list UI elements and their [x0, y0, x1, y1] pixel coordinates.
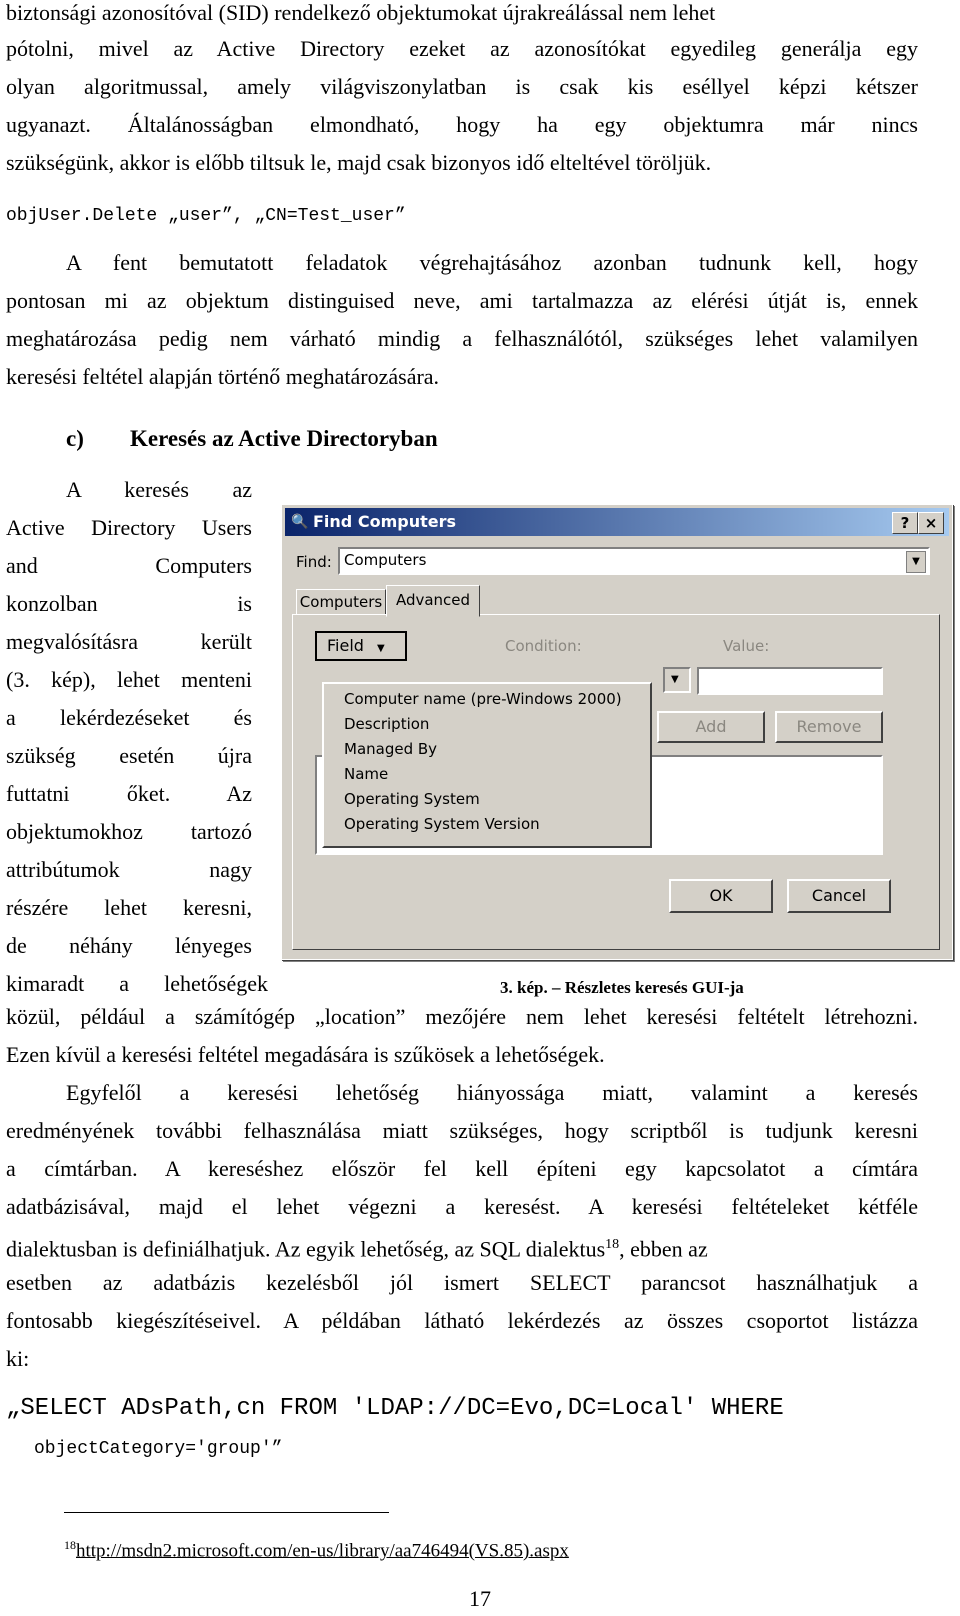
paragraph-line: konzolban is: [6, 591, 252, 616]
paragraph-line: pótolni, mivel az Active Directory ezeket az azonosítókat egyedileg generálja egy: [6, 36, 918, 61]
paragraph-line: Active Directory Users: [6, 515, 252, 540]
field-menu: [322, 682, 652, 848]
paragraph-line: pontosan mi az objektum distinguised neve, ami tartalmazza az elérési útját is, ennek: [6, 288, 918, 313]
paragraph-line: attribútumok nagy: [6, 857, 252, 882]
tab-advanced[interactable]: Advanced: [386, 585, 480, 617]
help-button[interactable]: ?: [892, 512, 918, 534]
chevron-down-icon: ▼: [377, 643, 385, 654]
chevron-down-icon[interactable]: ▼: [906, 551, 926, 573]
cancel-button[interactable]: Cancel: [787, 879, 891, 913]
paragraph-line: a lekérdezéseket és: [6, 705, 252, 730]
field-button[interactable]: [315, 631, 407, 661]
menu-item[interactable]: Computer name (pre-Windows 2000): [344, 690, 622, 708]
find-select-value: Computers: [344, 551, 427, 569]
paragraph-line: [6, 0, 918, 26]
paragraph-line: fontosabb kiegészítéseivel. A példában látható lekérdezés az összes csoportot listázza: [6, 1308, 918, 1333]
paragraph-line: objektumokhoz tartozó: [6, 819, 252, 844]
menu-item[interactable]: Operating System Version: [344, 815, 540, 833]
tab-computers[interactable]: Computers: [296, 589, 386, 615]
menu-item[interactable]: Managed By: [344, 740, 438, 758]
paragraph-line: közül, például a számítógép „location” mezőjére nem lehet keresési feltételt létrehozni.: [6, 1004, 918, 1029]
value-label: Value:: [723, 637, 770, 655]
paragraph-line: szükség esetén újra: [6, 743, 252, 768]
menu-item[interactable]: Name: [344, 765, 389, 783]
dialog-title: Find Computers: [313, 512, 456, 531]
find-select[interactable]: [338, 547, 930, 575]
text: , ebben az: [619, 1236, 708, 1262]
paragraph-line: ki:: [6, 1346, 30, 1371]
paragraph-line: keresési feltétel alapján történő meghatározására.: [6, 364, 440, 389]
condition-select[interactable]: [663, 667, 691, 693]
paragraph-line: olyan algoritmussal, amely világviszonylatban is csak kis eséllyel képzi kétszer: [6, 74, 918, 99]
footnote-link[interactable]: http://msdn2.microsoft.com/en-us/library/aa746494(VS.85).aspx: [76, 1540, 569, 1562]
dialog-titlebar: [285, 508, 949, 536]
heading-number: c): [66, 426, 84, 451]
paragraph-line: de néhány lényeges: [6, 933, 252, 958]
paragraph-line: A keresés az: [66, 477, 252, 502]
computer-search-icon: 🔍: [291, 514, 309, 530]
paragraph-line: meghatározása pedig nem várható mindig a felhasználótól, szükséges lehet valamilyen: [6, 326, 918, 351]
code-line: „SELECT ADsPath,cn FROM 'LDAP://DC=Evo,DC=Local' WHERE: [6, 1395, 784, 1422]
value-input[interactable]: [697, 667, 883, 695]
condition-label: Condition:: [505, 637, 582, 655]
chevron-down-icon: ▼: [671, 674, 679, 685]
paragraph-line: adatbázisával, majd el lehet végezni a keresést. A keresési feltételeket kétféle: [6, 1194, 918, 1219]
code-line: objUser.Delete „user”, „CN=Test_user”: [6, 206, 406, 226]
paragraph-line: esetben az adatbázis kezelésből jól ismert SELECT parancsot használhatjuk a: [6, 1270, 918, 1295]
remove-button[interactable]: Remove: [775, 711, 883, 743]
add-button[interactable]: Add: [657, 711, 765, 743]
menu-item[interactable]: Operating System: [344, 790, 480, 808]
footnote-number: 18: [64, 1538, 76, 1552]
paragraph-line: A fent bemutatott feladatok végrehajtásához azonban tudnunk kell, hogy: [66, 250, 918, 275]
code-line: objectCategory='group'”: [34, 1439, 283, 1459]
paragraph-line: (3. kép), lehet menteni: [6, 667, 252, 692]
field-button-label: Field: [327, 636, 364, 655]
paragraph-line: a címtárban. A kereséshez először fel kell építeni egy kapcsolatot a címtára: [6, 1156, 918, 1181]
find-label: Find:: [296, 553, 332, 571]
menu-item[interactable]: Description: [344, 715, 430, 733]
footnote-rule: [64, 1512, 389, 1513]
paragraph-line: szükségünk, akkor is előbb tiltsuk le, majd csak bizonyos idő elteltével töröljük.: [6, 150, 712, 175]
close-button[interactable]: ×: [918, 512, 944, 534]
text: biztonsági azonosítóval (SID) rendelkező objektumokat újrakreálással nem lehet: [6, 0, 716, 25]
paragraph-line: megvalósításra került: [6, 629, 252, 654]
text: [6, 1232, 708, 1262]
text: dialektusban is definiálhatjuk. Az egyik lehetőség, az SQL dialektus: [6, 1236, 606, 1262]
page-number: 17: [469, 1586, 491, 1611]
paragraph-line: Egyfelől a keresési lehetőség hiányossága miatt, valamint a keresés: [66, 1080, 918, 1105]
footnote: [64, 1538, 569, 1562]
paragraph-line: részére lehet keresni,: [6, 895, 252, 920]
footnote-ref[interactable]: 18: [605, 1237, 620, 1252]
paragraph-line: Ezen kívül a keresési feltétel megadására is szűkösek a lehetőségek.: [6, 1042, 605, 1067]
paragraph-line: and Computers: [6, 553, 252, 578]
ok-button[interactable]: OK: [669, 879, 773, 913]
paragraph-line: eredményének további felhasználása miatt szükséges, hogy scriptből is tudjunk keresni: [6, 1118, 918, 1143]
paragraph-line: kimaradt a lehetőségek: [6, 971, 268, 996]
paragraph-line: [6, 1232, 918, 1262]
section-heading: Keresés az Active Directoryban: [130, 426, 438, 451]
paragraph-line: futtatni őket. Az: [6, 781, 252, 806]
paragraph-line: ugyanazt. Általánosságban elmondható, hogy ha egy objektumra már nincs: [6, 112, 918, 137]
figure-caption: 3. kép. – Részletes keresés GUI-ja: [500, 978, 744, 997]
